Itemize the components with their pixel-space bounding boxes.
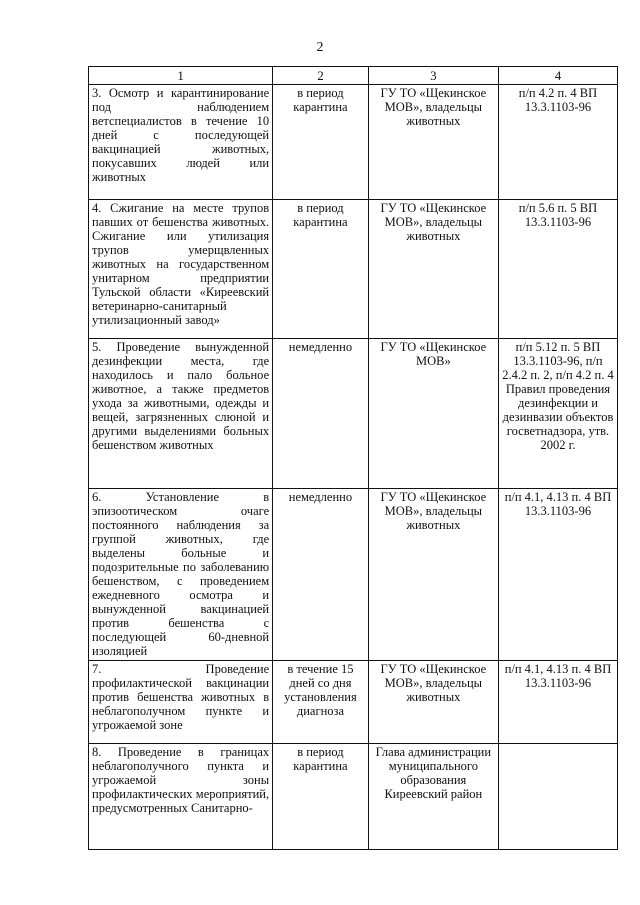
basis-cell: п/п 4.1, 4.13 п. 4 ВП 13.3.1103-96	[498, 489, 617, 661]
table-row	[89, 200, 618, 339]
measure-cell: 4. Сжигание на месте трупов павших от бешенства животных. Сжигание или утилизация трупов умерщвленных животных на государственном унитарном предприятии Тульской области «Киреевский ветеринарно-санитарный утилизационный завод»	[89, 200, 273, 339]
measure-cell: 3. Осмотр и карантинирование под наблюдением ветспециалистов в течение 10 дней с последующей вакцинацией животных, покусавших людей или животных	[89, 85, 273, 200]
responsible-cell: ГУ ТО «Щекинское МОВ», владельцы животных	[368, 661, 498, 744]
header-col-3: 3	[368, 67, 498, 85]
page-number: 2	[316, 40, 324, 55]
term-cell: в течение 15 дней со дня установления диагноза	[273, 661, 369, 744]
term-cell: немедленно	[273, 339, 369, 489]
table-row	[89, 339, 618, 489]
table-row	[89, 489, 618, 661]
responsible-cell: ГУ ТО «Щекинское МОВ»	[368, 339, 498, 489]
basis-cell: п/п 5.6 п. 5 ВП 13.3.1103-96	[498, 200, 617, 339]
basis-cell: п/п 4.1, 4.13 п. 4 ВП 13.3.1103-96	[498, 661, 617, 744]
basis-cell: п/п 4.2 п. 4 ВП 13.3.1103-96	[498, 85, 617, 200]
basis-cell: п/п 5.12 п. 5 ВП 13.3.1103-96, п/п 2.4.2 п. 2, п/п 4.2 п. 4 Правил проведения дезинфекции и дезинвазии объектов госветнадзора, утв. 2002 г.	[498, 339, 617, 489]
measure-cell: 5. Проведение вынужденной дезинфекции места, где находилось и пало больное животное, а также предметов ухода за животными, одежды и вещей, загрязненных слюной и другими выделениями больных бешенством животных	[89, 339, 273, 489]
header-col-4: 4	[498, 67, 617, 85]
header-col-2: 2	[273, 67, 369, 85]
term-cell: в период карантина	[273, 200, 369, 339]
measure-cell: 8. Проведение в границах неблагополучного пункта и угрожаемой зоны профилактических мероприятий, предусмотренных Санитарно-	[89, 744, 273, 850]
responsible-cell: ГУ ТО «Щекинское МОВ», владельцы животных	[368, 85, 498, 200]
measures-table	[88, 66, 618, 850]
measure-cell: 6. Установление в эпизоотическом очаге постоянного наблюдения за группой животных, где выделены больные и подозрительные по заболеванию бешенством, с проведением ежедневного осмотра и вынужденной вакцинацией против бешенства с последующей 60-дневной изоляцией	[89, 489, 273, 661]
term-cell: в период карантина	[273, 744, 369, 850]
table-row	[89, 661, 618, 744]
term-cell: в период карантина	[273, 85, 369, 200]
term-cell: немедленно	[273, 489, 369, 661]
header-col-1: 1	[89, 67, 273, 85]
basis-cell	[498, 744, 617, 850]
measure-cell: 7. Проведение профилактической вакцинации против бешенства животных в неблагополучном пункте и угрожаемой зоне	[89, 661, 273, 744]
table-row	[89, 85, 618, 200]
table-row	[89, 744, 618, 850]
responsible-cell: Глава администрации муниципального образования Киреевский район	[368, 744, 498, 850]
responsible-cell: ГУ ТО «Щекинское МОВ», владельцы животных	[368, 200, 498, 339]
responsible-cell: ГУ ТО «Щекинское МОВ», владельцы животных	[368, 489, 498, 661]
table-header-row	[89, 67, 618, 85]
